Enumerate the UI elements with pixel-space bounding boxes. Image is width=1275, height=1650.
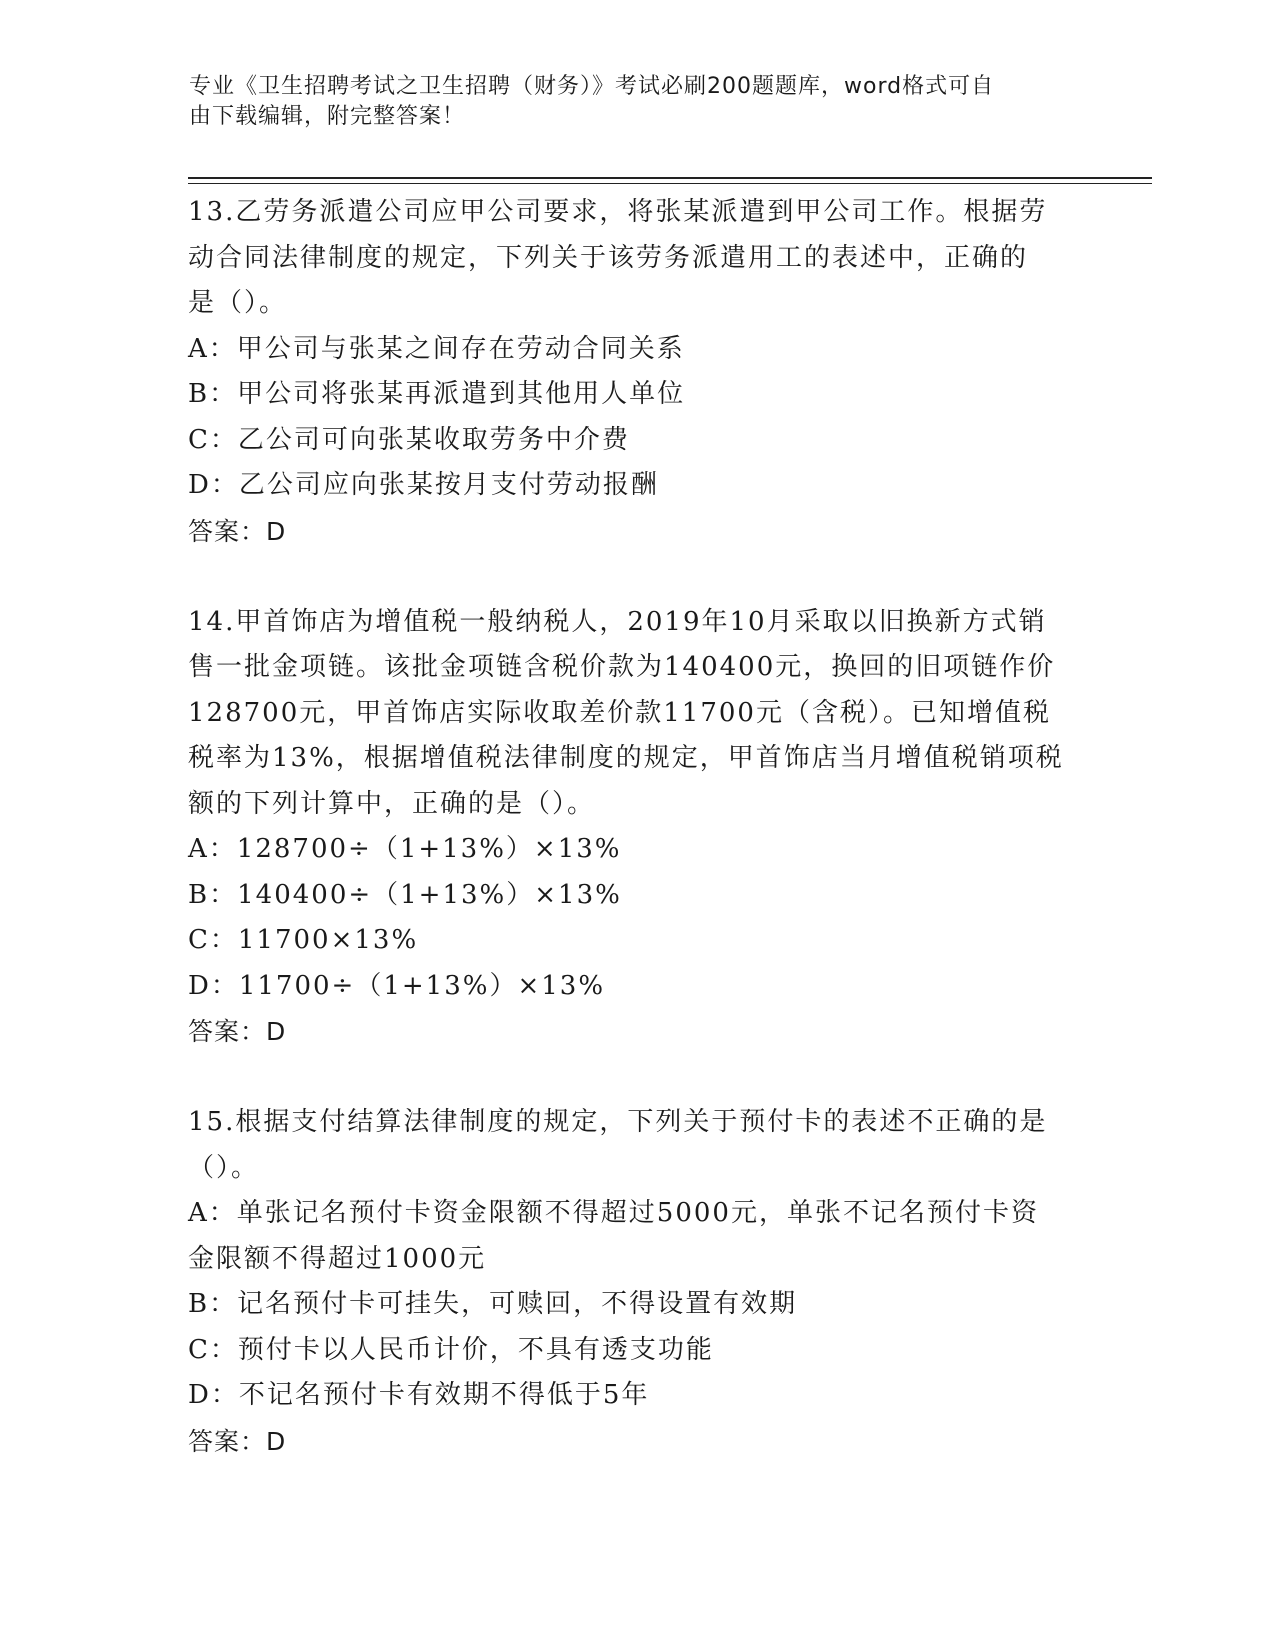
answer-label: 答案：D: [188, 1017, 287, 1046]
header-line-2: 由下载编辑，附完整答案！: [189, 104, 466, 129]
question-stem-line: 售一批金项链。该批金项链含税价款为140400元，换回的旧项链作价: [188, 652, 1056, 682]
document-header: [189, 72, 1069, 132]
question-14: [188, 600, 1088, 1055]
question-stem-line: 15.根据支付结算法律制度的规定，下列关于预付卡的表述不正确的是: [188, 1107, 1048, 1137]
question-stem-line: 是（）。: [188, 288, 288, 318]
question-stem-line: （）。: [188, 1152, 260, 1183]
option-a: A：甲公司与张某之间存在劳动合同关系: [188, 333, 685, 364]
question-stem-line: 13.乙劳务派遣公司应甲公司要求，将张某派遣到甲公司工作。根据劳: [188, 197, 1048, 227]
option-d: D：11700÷（1+13%）×13%: [188, 970, 606, 1001]
question-stem-line: 14.甲首饰店为增值税一般纳税人，2019年10月采取以旧换新方式销: [188, 606, 1047, 637]
option-c: C：乙公司可向张某收取劳务中介费: [188, 424, 630, 455]
question-stem-line: 动合同法律制度的规定，下列关于该劳务派遣用工的表述中，正确的: [188, 242, 1029, 273]
option-d: D：乙公司应向张某按月支付劳动报酬: [188, 470, 659, 500]
option-b: B：记名预付卡可挂失，可赎回，不得设置有效期: [188, 1289, 798, 1319]
option-c: C：11700×13%: [188, 925, 419, 955]
header-line-1: 专业《卫生招聘考试之卫生招聘（财务）》考试必刷200题题库，word格式可自: [189, 74, 995, 99]
question-stem-line: 128700元，甲首饰店实际收取差价款11700元（含税）。已知增值税: [188, 697, 1051, 728]
answer-label: 答案：D: [188, 516, 287, 546]
header-rule-thin: [188, 183, 1152, 184]
question-15: [188, 1100, 1088, 1464]
option-c: C：预付卡以人民币计价，不具有透支功能: [188, 1334, 714, 1365]
question-stem-line: 额的下列计算中，正确的是（）。: [188, 788, 596, 819]
option-a: A：单张记名预付卡资金限额不得超过5000元，单张不记名预付卡资: [188, 1198, 1039, 1228]
option-a: A：128700÷（1+13%）×13%: [188, 834, 622, 864]
question-13: [188, 190, 1088, 554]
answer-label: 答案：D: [188, 1426, 287, 1456]
option-d: D：不记名预付卡有效期不得低于5年: [188, 1380, 650, 1410]
question-list: [188, 190, 1088, 1464]
option-b: B：甲公司将张某再派遣到其他用人单位: [188, 379, 686, 409]
header-rule-thick: [188, 177, 1152, 179]
question-stem-line: 税率为13%，根据增值税法律制度的规定，甲首饰店当月增值税销项税: [188, 743, 1064, 773]
option-b: B：140400÷（1+13%）×13%: [188, 879, 622, 910]
option-a-continued: 金限额不得超过1000元: [188, 1243, 487, 1274]
